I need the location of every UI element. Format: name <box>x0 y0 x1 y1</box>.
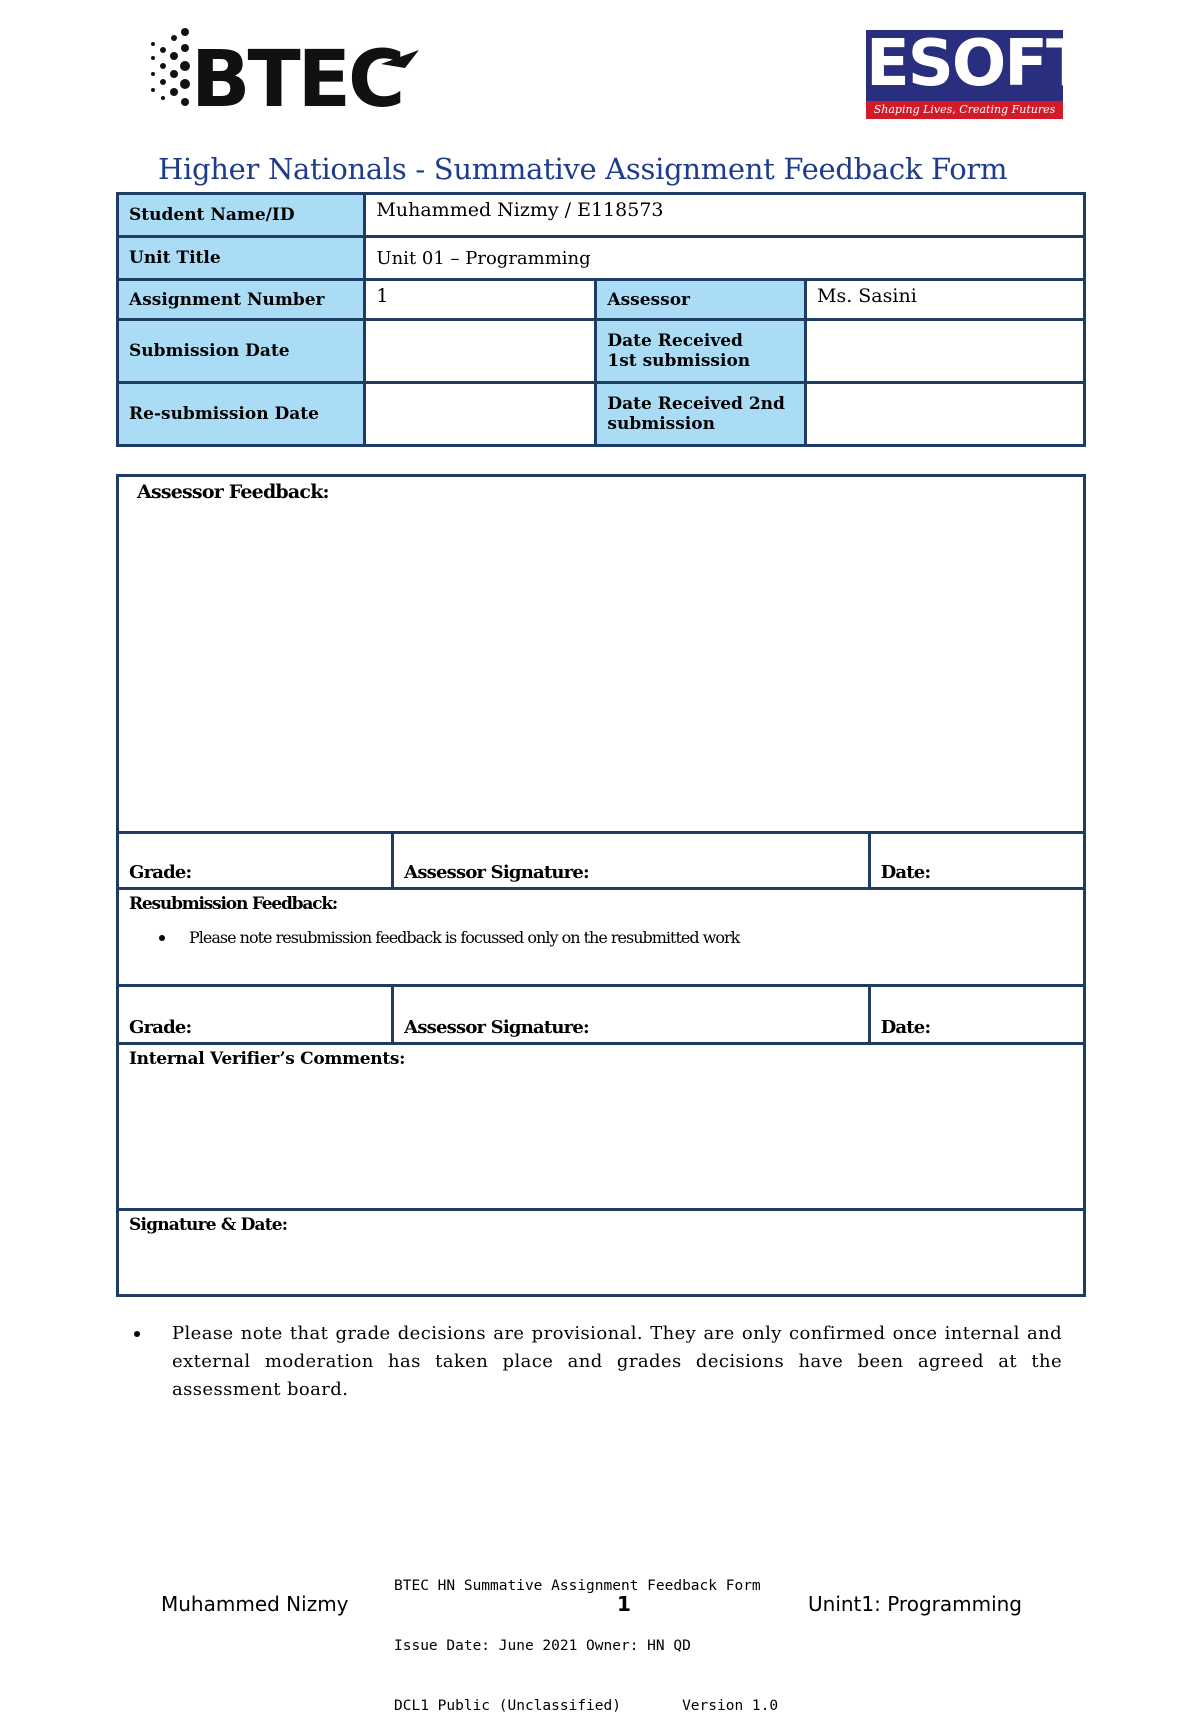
footer-author: Muhammed Nizmy <box>161 1592 349 1616</box>
assessor-feedback-row <box>118 476 1085 833</box>
date-received-1-line2: 1st submission <box>607 351 751 371</box>
grade-cell-2[interactable] <box>118 986 393 1044</box>
submission-value <box>365 320 596 383</box>
date-cell-1[interactable] <box>869 833 1084 889</box>
assignment-row <box>118 280 1085 320</box>
assessor-signature-label-2: Assessor Signature: <box>404 1017 589 1038</box>
signature-date-row <box>118 1210 1085 1296</box>
provisional-note-text: Please note that grade decisions are provisional. They are only confirmed once internal and external moderation has taken place and grades decisions have been agreed at the assessment board. <box>172 1323 1062 1400</box>
esoft-tagline: Shaping Lives, Creating Futures <box>866 101 1063 119</box>
signature-date-area[interactable] <box>118 1210 1085 1296</box>
grade-row-2 <box>118 986 1085 1044</box>
resubmission-feedback-area[interactable] <box>118 889 1085 986</box>
assessor-feedback-label: Assessor Feedback: <box>137 481 329 503</box>
resubmission-feedback-row <box>118 889 1085 986</box>
date-received-1-label <box>596 320 806 383</box>
form-title: Higher Nationals - Summative Assignment Feedback Form <box>158 152 1008 186</box>
unit-value: Unit 01 – Programming <box>365 237 1085 280</box>
internal-verifier-area[interactable] <box>118 1044 1085 1210</box>
date-received-2-label <box>596 383 806 446</box>
footer-block <box>394 1536 778 1736</box>
resubmission-note-item <box>129 928 1073 947</box>
internal-verifier-row <box>118 1044 1085 1210</box>
date-received-2-line1: Date Received 2nd <box>607 394 785 414</box>
esoft-logo <box>866 27 1088 119</box>
signature-date-label: Signature & Date: <box>129 1215 288 1235</box>
date-received-2-line2: submission <box>607 414 715 434</box>
date-received-2-value <box>806 383 1085 446</box>
grade-row-1 <box>118 833 1085 889</box>
provisional-note <box>134 1320 1062 1404</box>
resubmission-label: Re-submission Date <box>118 383 365 446</box>
assignment-info-table <box>116 192 1086 447</box>
assessor-value: Ms. Sasini <box>806 280 1085 320</box>
resubmission-note: Please note resubmission feedback is focussed only on the resubmitted work <box>189 928 740 947</box>
date-cell-2[interactable] <box>869 986 1084 1044</box>
assessor-feedback-area[interactable] <box>118 476 1085 833</box>
btec-logo <box>143 24 423 119</box>
footer-line-1: BTEC HN Summative Assignment Feedback Form <box>394 1578 761 1594</box>
grade-label-2: Grade: <box>129 1017 192 1038</box>
submission-label: Submission Date <box>118 320 365 383</box>
date-label-1: Date: <box>880 862 931 883</box>
date-received-1-line1: Date Received <box>607 331 743 351</box>
unit-label: Unit Title <box>118 237 365 280</box>
submission-row <box>118 320 1085 383</box>
assignment-label: Assignment Number <box>118 280 365 320</box>
assessor-signature-cell-2[interactable] <box>393 986 869 1044</box>
bullet-icon <box>134 1331 140 1337</box>
grade-label-1: Grade: <box>129 862 192 883</box>
resubmission-row <box>118 383 1085 446</box>
unit-row <box>118 237 1085 280</box>
feedback-table <box>116 474 1086 1297</box>
student-label: Student Name/ID <box>118 194 365 237</box>
student-row <box>118 194 1085 237</box>
esoft-logo-text: ESOFT <box>866 27 1088 101</box>
footer-line-3: DCL1 Public (Unclassified) Version 1.0 <box>394 1698 779 1714</box>
assignment-value: 1 <box>365 280 596 320</box>
btec-logo-text: BTEC <box>191 35 403 119</box>
bullet-icon <box>159 935 165 941</box>
student-value: Muhammed Nizmy / E118573 <box>365 194 1085 237</box>
footer-unit: Unint1: Programming <box>808 1592 1023 1616</box>
grade-cell-1[interactable] <box>118 833 393 889</box>
date-label-2: Date: <box>880 1017 931 1038</box>
page-number: 1 <box>617 1592 631 1616</box>
assessor-signature-cell-1[interactable] <box>393 833 869 889</box>
btec-logo-graphic <box>143 24 423 119</box>
assessor-signature-label-1: Assessor Signature: <box>404 862 589 883</box>
assessor-label: Assessor <box>596 280 806 320</box>
resubmission-value <box>365 383 596 446</box>
date-received-1-value <box>806 320 1085 383</box>
internal-verifier-label: Internal Verifier’s Comments: <box>129 1049 406 1069</box>
footer-line-2: Issue Date: June 2021 Owner: HN QD <box>394 1638 691 1654</box>
resubmission-feedback-label: Resubmission Feedback: <box>129 894 337 914</box>
